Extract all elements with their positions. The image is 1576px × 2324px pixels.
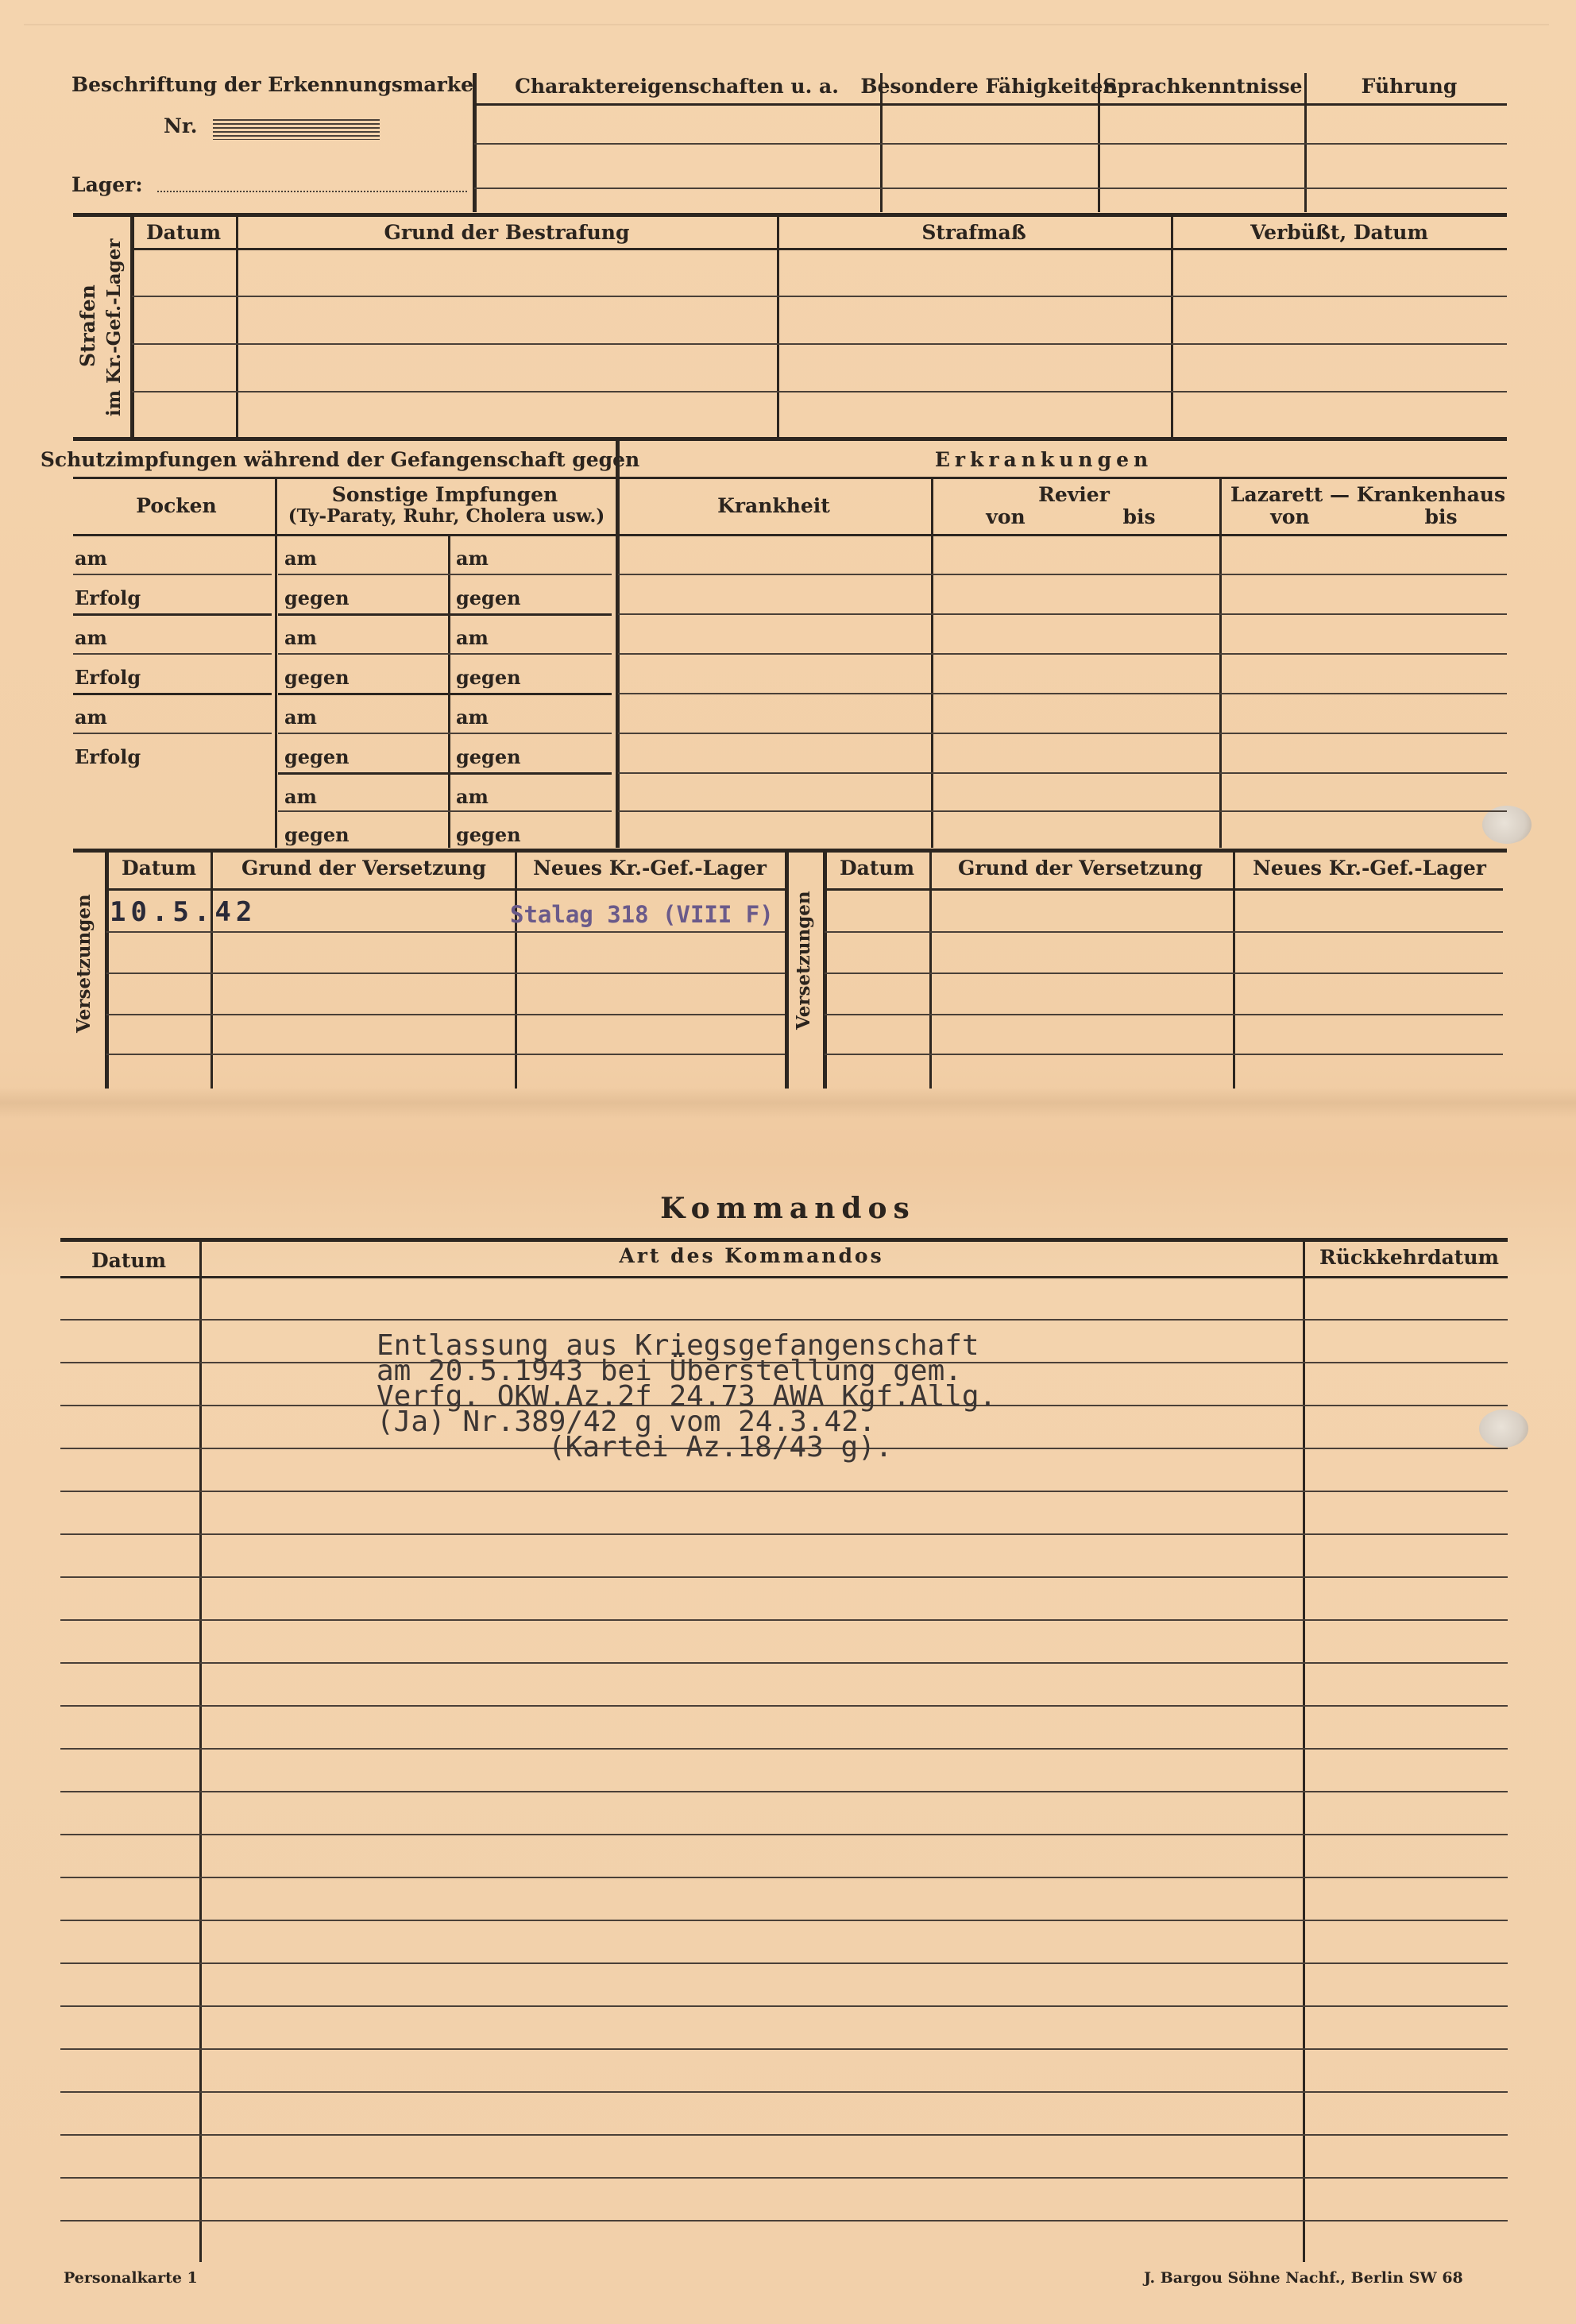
col-fuehrung: Führung (1361, 75, 1458, 98)
rule (73, 733, 272, 734)
kommando-col-datum: Datum (91, 1249, 167, 1272)
rule (825, 1054, 1503, 1055)
impf-gegen: gegen (284, 823, 350, 846)
lazarett-von: von (1270, 505, 1310, 528)
kommando-row-rule (60, 1576, 1508, 1578)
strafen-side-label: Strafen (76, 284, 99, 367)
section-rule (73, 437, 1507, 441)
rule (825, 1014, 1503, 1015)
vers-entry-lager-stamp: Stalag 318 (VIII F) (510, 901, 774, 928)
kommando-col-rueckkehr: Rückkehrdatum (1319, 1246, 1499, 1269)
rule (73, 534, 1507, 536)
impf-gegen: gegen (456, 745, 521, 768)
kommando-row-rule (60, 1962, 1508, 1964)
rule (73, 613, 272, 616)
sonstige-sublabel: (Ty-Paraty, Ruhr, Cholera usw.) (288, 505, 605, 527)
impf-am: am (284, 785, 317, 808)
impf-am: am (284, 706, 317, 729)
rule (618, 574, 1507, 575)
col-charakter: Charaktereigenschaften u. a. (515, 75, 839, 98)
kommando-row-rule (60, 1619, 1508, 1621)
col-divider (823, 850, 827, 1089)
impf-am: am (284, 547, 317, 570)
rule (618, 613, 1507, 615)
rule (132, 343, 1507, 345)
lazarett-label: Lazarett — Krankenhaus (1230, 483, 1506, 506)
rule (618, 733, 1507, 734)
pocken-am: am (75, 706, 107, 729)
impf-gegen: gegen (456, 823, 521, 846)
col-divider (448, 534, 450, 848)
rule (474, 103, 1507, 106)
section-rule (73, 213, 1507, 217)
rule (60, 1276, 1508, 1278)
kommando-col-art: Art des Kommandos (619, 1244, 884, 1267)
sonstige-label: Sonstige Impfungen (331, 483, 558, 506)
rule (825, 931, 1503, 933)
rule (106, 931, 785, 933)
kommando-row-rule (60, 1662, 1508, 1664)
section-rule (73, 849, 788, 853)
kommando-typed-line-2: am 20.5.1943 bei Überstellung gem. (377, 1355, 962, 1387)
revier-bis: bis (1122, 505, 1156, 528)
nr-lines (213, 119, 380, 140)
strafen-col-verbuesst: Verbüßt, Datum (1250, 221, 1428, 244)
col-divider (1233, 850, 1235, 1089)
impf-am: am (456, 706, 489, 729)
footer-form-id: Personalkarte 1 (64, 2269, 198, 2287)
kommando-typed-line-1: Entlassung aus Kriegsgefangenschaft (377, 1329, 979, 1362)
rule (132, 296, 1507, 297)
section-rule (788, 849, 1507, 853)
versetzungen-side-label-right: Versetzungen (793, 891, 814, 1030)
kommando-row-rule (60, 1791, 1508, 1792)
kommando-typed-line-3: Verfg. OKW.Az.2f 24.73 AWA Kgf.Allg. (377, 1380, 997, 1413)
col-divider (199, 1241, 202, 2262)
erkrankungen-title: Erkrankungen (934, 448, 1153, 471)
rule (618, 772, 1507, 774)
col-divider (1303, 1241, 1305, 2262)
kommando-row-rule (60, 1920, 1508, 1921)
rule (278, 733, 612, 734)
col-divider (515, 850, 517, 1089)
kommando-row-rule (60, 1705, 1508, 1707)
rule (278, 613, 612, 616)
col-sprachen: Sprachkenntnisse (1103, 75, 1303, 98)
impf-am: am (456, 785, 489, 808)
rule (618, 810, 1507, 812)
kommando-row-rule (60, 2005, 1508, 2007)
pocken-erfolg: Erfolg (75, 745, 141, 768)
strafen-col-strafmass: Strafmaß (921, 221, 1026, 244)
revier-von: von (986, 505, 1026, 528)
kommando-row-rule (60, 2220, 1508, 2222)
kommando-row-rule (60, 1877, 1508, 1878)
rule (73, 653, 272, 655)
col-divider (785, 850, 789, 1089)
rule (106, 973, 785, 974)
strafen-side-label-2: im Kr.-Gef.-Lager (103, 238, 125, 416)
vers-col-datum-right: Datum (839, 857, 915, 880)
impf-am: am (456, 626, 489, 649)
rule (618, 653, 1507, 655)
kommando-row-rule (60, 2134, 1508, 2136)
impf-am: am (284, 626, 317, 649)
lager-label: Lager: (71, 173, 143, 196)
kommando-row-rule (60, 2177, 1508, 2179)
pocken-am: am (75, 626, 107, 649)
impf-gegen: gegen (284, 666, 350, 689)
punch-hole (1479, 1409, 1528, 1448)
col-divider (616, 439, 620, 848)
rule (278, 772, 612, 775)
rule (474, 143, 1507, 145)
footer-printer: J. Bargou Söhne Nachf., Berlin SW 68 (1144, 2269, 1463, 2287)
rule (825, 888, 1503, 891)
vers-col-lager-right: Neues Kr.-Gef.-Lager (1253, 857, 1486, 880)
vers-entry-date: 10.5.42 (110, 896, 257, 928)
rule (278, 574, 612, 575)
col-divider (211, 850, 213, 1089)
rule (106, 888, 785, 891)
nr-label: Nr. (164, 114, 198, 137)
rule (73, 477, 1507, 479)
kommando-row-rule (60, 2048, 1508, 2050)
kommando-row-rule (60, 1319, 1508, 1321)
impf-gegen: gegen (456, 586, 521, 609)
rule (618, 693, 1507, 694)
rule (278, 693, 612, 695)
rule (132, 391, 1507, 392)
col-divider (105, 850, 109, 1089)
rule (106, 1054, 785, 1055)
kommando-row-rule (60, 1533, 1508, 1535)
rule (474, 188, 1507, 189)
kommandos-title: Kommandos (660, 1192, 916, 1225)
versetzungen-side-label: Versetzungen (73, 894, 95, 1033)
strafen-col-datum: Datum (145, 221, 222, 244)
rule (106, 1014, 785, 1015)
vers-col-grund-right: Grund der Versetzung (957, 857, 1203, 880)
bleed-through-header (24, 24, 1549, 75)
lazarett-bis: bis (1424, 505, 1458, 528)
impfungen-title: Schutzimpfungen während der Gefangenschaft gegen (40, 448, 640, 471)
impf-am: am (456, 547, 489, 570)
rule (73, 574, 272, 575)
rule (132, 248, 1507, 250)
rule (278, 810, 612, 812)
section-rule (60, 1238, 1508, 1242)
impf-gegen: gegen (284, 745, 350, 768)
krankheit-label: Krankheit (717, 494, 830, 517)
impf-gegen: gegen (456, 666, 521, 689)
vers-col-lager: Neues Kr.-Gef.-Lager (533, 857, 767, 880)
pocken-label: Pocken (136, 494, 217, 517)
vers-col-datum: Datum (121, 857, 197, 880)
pocken-erfolg: Erfolg (75, 586, 141, 609)
impf-gegen: gegen (284, 586, 350, 609)
kommando-row-rule (60, 2091, 1508, 2093)
revier-label: Revier (1038, 483, 1110, 506)
kommando-row-rule (60, 1834, 1508, 1835)
rule (278, 653, 612, 655)
fold-crease (0, 1087, 1576, 1119)
col-divider (929, 850, 932, 1089)
vers-col-grund: Grund der Versetzung (241, 857, 487, 880)
pocken-am: am (75, 547, 107, 570)
kommando-typed-line-4: (Ja) Nr.389/42 g vom 24.3.42. (377, 1406, 876, 1438)
rule (825, 973, 1503, 974)
col-faehigkeiten: Besondere Fähigkeiten (860, 75, 1118, 98)
pocken-erfolg: Erfolg (75, 666, 141, 689)
kommando-row-rule (60, 1748, 1508, 1750)
rule (73, 693, 272, 695)
lager-dotted-line (157, 191, 467, 192)
kommando-row-rule (60, 1491, 1508, 1492)
erkennungsmarke-title: Beschriftung der Erkennungsmarke (71, 73, 474, 96)
strafen-col-grund: Grund der Bestrafung (384, 221, 630, 244)
kommando-typed-line-5: (Kartei Az.18/43 g). (548, 1431, 893, 1464)
